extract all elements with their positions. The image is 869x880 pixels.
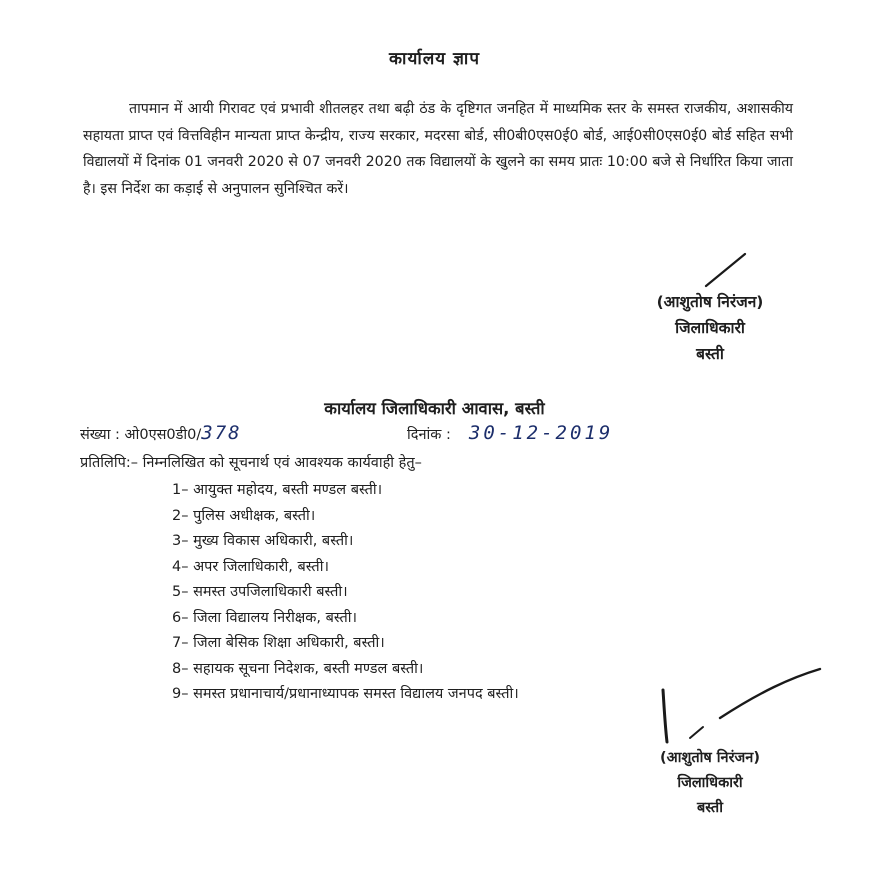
list-item: 5– समस्त उपजिलाधिकारी बस्ती। (172, 584, 348, 600)
signature-stroke-4 (720, 669, 820, 718)
signatory-name: (आशुतोष निरंजन) (656, 293, 764, 311)
date-handwritten: 30-12-2019 (468, 422, 614, 444)
list-item: 8– सहायक सूचना निदेशक, बस्ती मण्डल बस्ती। (172, 660, 424, 677)
list-item: 2– पुलिस अधीक्षक, बस्ती। (172, 507, 316, 524)
signatory-designation: जिलाधिकारी (677, 775, 743, 791)
signatory-place: बस्ती (697, 800, 723, 816)
signatory-designation: जिलाधिकारी (675, 319, 745, 337)
signatory-place: बस्ती (696, 345, 724, 363)
signatory-name: (आशुतोष निरंजन) (660, 750, 760, 766)
signature-stroke-3 (690, 727, 703, 738)
list-item: 9– समस्त प्रधानाचार्य/प्रधानाध्यापक समस्त विद्यालय जनपद बस्ती। (172, 686, 519, 702)
reference-label: संख्या : ओ0एस0डी0/ (80, 427, 202, 443)
order-paragraph: तापमान में आयी गिरावट एवं प्रभावी शीतलहर तथा बढ़ी ठंड के दृष्टिगत जनहित में माध्यमिक स्तर के समस्त राजकीय, अशासकीय सहायता प्राप्त एवं वित्तविहीन मान्यता प्राप्त केन्द्रीय, राज्य सरकार, मदरसा बोर्ड, सी0बी0एस0ई0 बोर्ड, आई0सी0एस0ई0 बोर्ड सहित सभी विद्यालयों में दिनांक 01 जनवरी 2020 से 07 जनवरी 2020 तक विद्यालयों के खुलने का समय प्रातः 10:00 बजे से निर्धारित किया जाता है। इस निर्देश का कड़ाई से अनुपालन सुनिश्चित करें। (83, 101, 793, 197)
date-label: दिनांक : (407, 427, 451, 443)
reference-number-handwritten: 378 (201, 422, 242, 444)
copy-to-line: प्रतिलिपि:– निम्नलिखित को सूचनार्थ एवं आवश्यक कार्यवाही हेतु– (80, 455, 422, 471)
signature-stroke-1 (706, 254, 745, 286)
list-item: 7– जिला बेसिक शिक्षा अधिकारी, बस्ती। (172, 635, 385, 651)
endorsement-office-title: कार्यालय जिलाधिकारी आवास, बस्ती (324, 399, 545, 418)
list-item: 6– जिला विद्यालय निरीक्षक, बस्ती। (172, 609, 358, 626)
order-title: कार्यालय ज्ञाप (389, 49, 480, 69)
list-item: 1– आयुक्त महोदय, बस्ती मण्डल बस्ती। (172, 482, 383, 498)
list-item: 4– अपर जिलाधिकारी, बस्ती। (172, 558, 329, 575)
list-item: 3– मुख्य विकास अधिकारी, बस्ती। (172, 533, 354, 549)
signature-stroke-2 (663, 690, 667, 742)
